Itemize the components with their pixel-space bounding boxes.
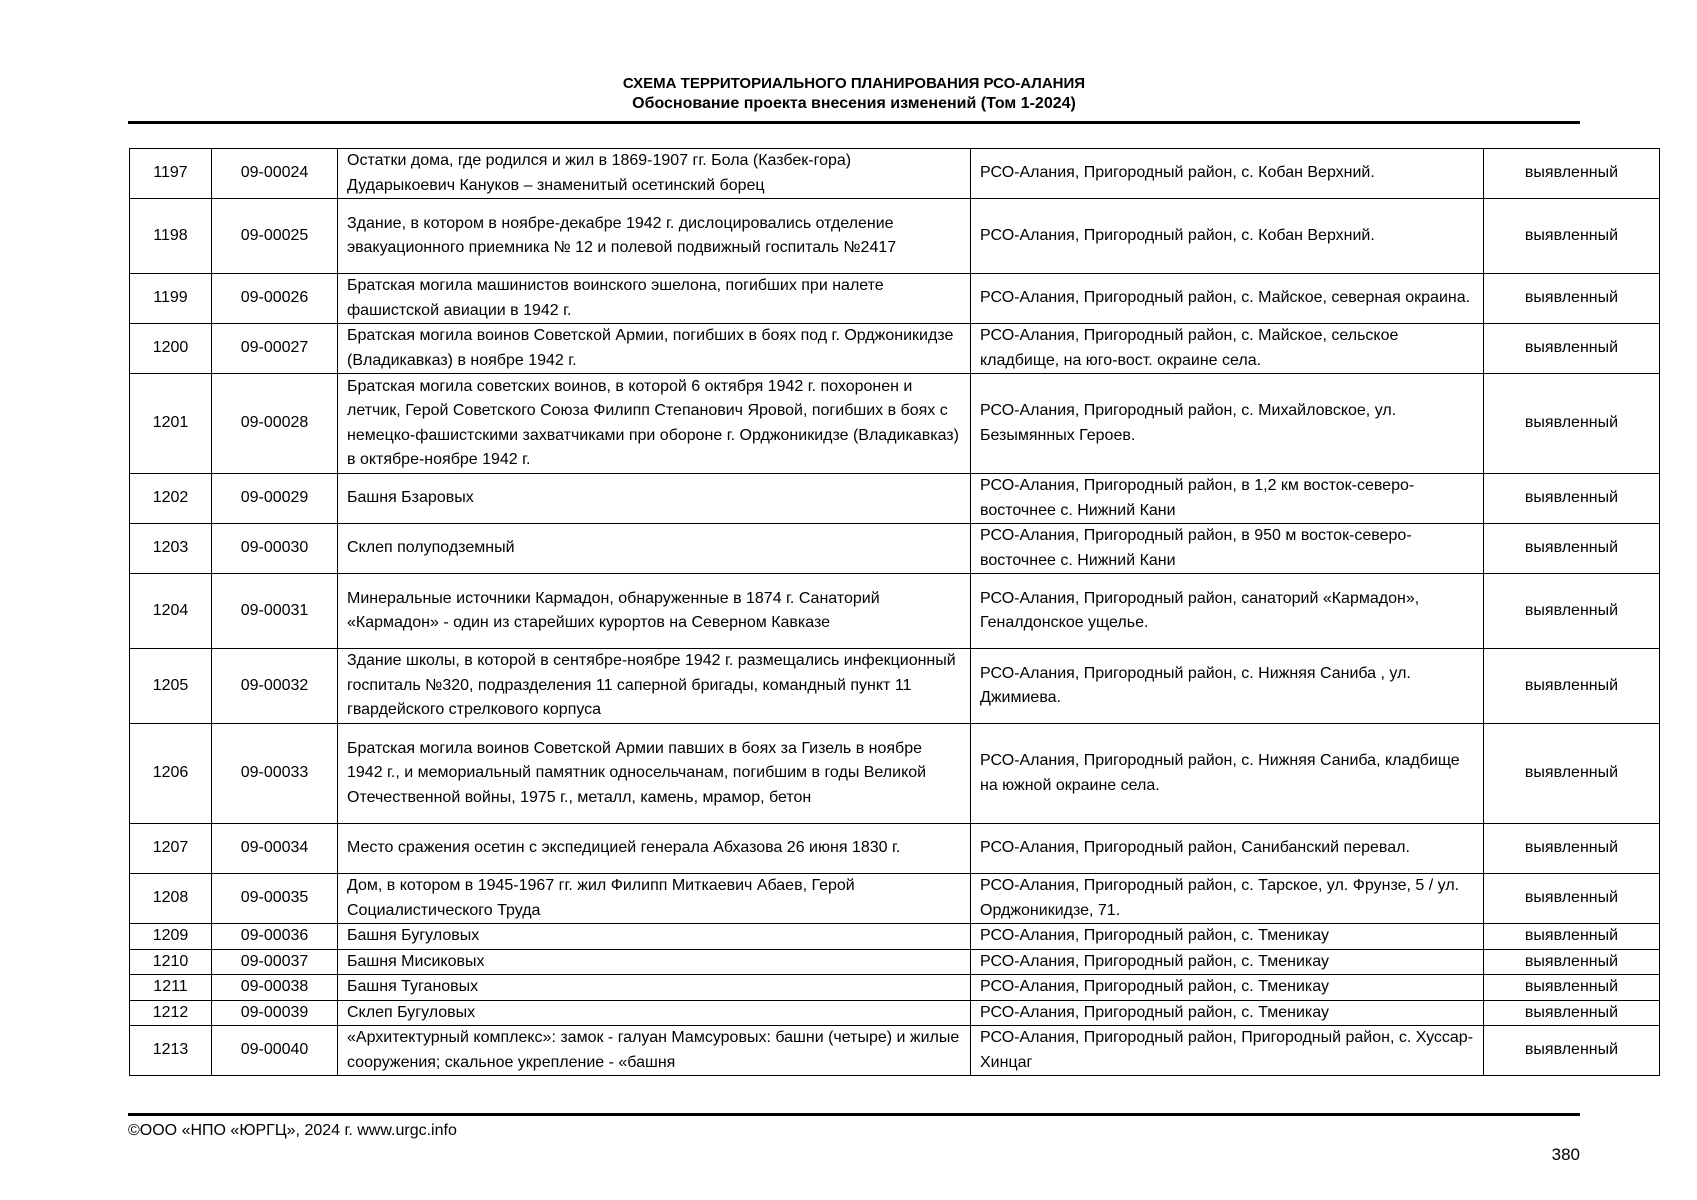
object-category: выявленный (1484, 1026, 1660, 1076)
object-description: Минеральные источники Кармадон, обнаруженные в 1874 г. Санаторий «Кармадон» - один из старейших курортов на Северном Кавказе (338, 574, 971, 649)
object-description: Склеп полуподземный (338, 524, 971, 574)
registry-code: 09-00038 (212, 975, 338, 1001)
registry-code: 09-00028 (212, 374, 338, 474)
table-row (130, 975, 1660, 1001)
object-category: выявленный (1484, 649, 1660, 724)
table-row (130, 474, 1660, 524)
object-address: РСО-Алания, Пригородный район, с. Михайловское, ул. Безымянных Героев. (971, 374, 1484, 474)
object-description: Дом, в котором в 1945-1967 гг. жил Филипп Миткаевич Абаев, Герой Социалистического Труда (338, 874, 971, 924)
object-description: Башня Бугуловых (338, 924, 971, 950)
object-description: Башня Бзаровых (338, 474, 971, 524)
object-address: РСО-Алания, Пригородный район, с. Майское, сельское кладбище, на юго-вост. окраине села. (971, 324, 1484, 374)
registry-code: 09-00031 (212, 574, 338, 649)
object-address: РСО-Алания, Пригородный район, санаторий «Кармадон», Геналдонское ущелье. (971, 574, 1484, 649)
row-number: 1203 (130, 524, 212, 574)
row-number: 1208 (130, 874, 212, 924)
object-category: выявленный (1484, 824, 1660, 874)
document-title: СХЕМА ТЕРРИТОРИАЛЬНОГО ПЛАНИРОВАНИЯ РСО-АЛАНИЯ (622, 75, 1086, 92)
object-address-cell (971, 1026, 1484, 1076)
object-category: выявленный (1484, 874, 1660, 924)
registry-code: 09-00033 (212, 724, 338, 824)
table-row (130, 199, 1660, 274)
table-row (130, 324, 1660, 374)
registry-code: 09-00029 (212, 474, 338, 524)
row-number: 1206 (130, 724, 212, 824)
row-number: 1210 (130, 949, 212, 975)
object-address: РСО-Алания, Пригородный район, Санибанский перевал. (971, 824, 1484, 874)
object-address: РСО-Алания, Пригородный район, Пригородный район, с. Хуссар-Хинцаг (980, 1029, 1474, 1071)
row-number: 1213 (130, 1026, 212, 1076)
row-number: 1197 (130, 149, 212, 199)
object-category: выявленный (1484, 724, 1660, 824)
object-category: выявленный (1484, 374, 1660, 474)
object-address: РСО-Алания, Пригородный район, в 950 м восток-северо-восточнее с. Нижний Кани (971, 524, 1484, 574)
registry-code: 09-00025 (212, 199, 338, 274)
row-number: 1200 (130, 324, 212, 374)
table-row (130, 949, 1660, 975)
row-number: 1207 (130, 824, 212, 874)
table-row (130, 1000, 1660, 1026)
heritage-register-table (129, 148, 1660, 1076)
registry-code: 09-00026 (212, 274, 338, 324)
object-category: выявленный (1484, 274, 1660, 324)
object-description: Здание школы, в которой в сентябре-ноябре 1942 г. размещались инфекционный госпиталь №320, подразделения 11 саперной бригады, командный пункт 11 гвардейского стрелкового корпуса (338, 649, 971, 724)
object-address: РСО-Алания, Пригородный район, с. Тарское, ул. Фрунзе, 5 / ул. Орджоникидзе, 71. (971, 874, 1484, 924)
object-category: выявленный (1484, 199, 1660, 274)
page-number: 380 (1551, 1145, 1580, 1164)
document-header (128, 74, 1580, 114)
object-category: выявленный (1484, 474, 1660, 524)
registry-code: 09-00039 (212, 1000, 338, 1026)
object-address: РСО-Алания, Пригородный район, с. Майское, северная окраина. (971, 274, 1484, 324)
object-address: РСО-Алания, Пригородный район, с. Нижняя Саниба , ул. Джимиева. (971, 649, 1484, 724)
object-address: РСО-Алания, Пригородный район, с. Тменикау (971, 949, 1484, 975)
object-address: РСО-Алания, Пригородный район, с. Нижняя Саниба, кладбище на южной окраине села. (971, 724, 1484, 824)
object-description: Братская могила машинистов воинского эшелона, погибших при налете фашистской авиации в 1942 г. (338, 274, 971, 324)
footer-rule (128, 1113, 1580, 1116)
object-address: РСО-Алания, Пригородный район, с. Тменикау (971, 1000, 1484, 1026)
object-category: выявленный (1484, 524, 1660, 574)
object-description: Братская могила советских воинов, в которой 6 октября 1942 г. похоронен и летчик, Герой Советского Союза Филипп Степанович Яровой, погибших в боях с немецко-фашистскими захватчиками при обороне г. Орджоникидзе (Владикавказ) в октябре-ноябре 1942 г. (338, 374, 971, 474)
registry-code: 09-00024 (212, 149, 338, 199)
object-category: выявленный (1484, 149, 1660, 199)
table-row (130, 649, 1660, 724)
registry-code: 09-00035 (212, 874, 338, 924)
object-address: РСО-Алания, Пригородный район, с. Тменикау (971, 975, 1484, 1001)
table-row (130, 924, 1660, 950)
row-number: 1202 (130, 474, 212, 524)
row-number: 1204 (130, 574, 212, 649)
registry-code: 09-00034 (212, 824, 338, 874)
registry-code: 09-00027 (212, 324, 338, 374)
object-category: выявленный (1484, 324, 1660, 374)
registry-code: 09-00030 (212, 524, 338, 574)
row-number: 1201 (130, 374, 212, 474)
footer-copyright: ©ООО «НПО «ЮРГЦ», 2024 г. www.urgc.info (128, 1122, 457, 1139)
object-description-cell (338, 1026, 971, 1076)
registry-code: 09-00032 (212, 649, 338, 724)
registry-code: 09-00037 (212, 949, 338, 975)
table-row (130, 374, 1660, 474)
registry-code: 09-00036 (212, 924, 338, 950)
row-number: 1198 (130, 199, 212, 274)
object-description: Остатки дома, где родился и жил в 1869-1907 гг. Бола (Казбек-гора) Дударыкоевич Кануков – знаменитый осетинский борец (338, 149, 971, 199)
header-rule (128, 121, 1580, 124)
object-description: Место сражения осетин с экспедицией генерала Абхазова 26 июня 1830 г. (338, 824, 971, 874)
row-number: 1205 (130, 649, 212, 724)
object-address: РСО-Алания, Пригородный район, с. Кобан Верхний. (971, 149, 1484, 199)
table-row (130, 724, 1660, 824)
row-number: 1211 (130, 975, 212, 1001)
object-description: Башня Тугановых (338, 975, 971, 1001)
object-description: Башня Мисиковых (338, 949, 971, 975)
object-address: РСО-Алания, Пригородный район, с. Тменикау (971, 924, 1484, 950)
table-row (130, 874, 1660, 924)
row-number: 1199 (130, 274, 212, 324)
object-description: Братская могила воинов Советской Армии, погибших в боях под г. Орджоникидзе (Владикавказ) в ноябре 1942 г. (338, 324, 971, 374)
table-row (130, 274, 1660, 324)
table-row (130, 524, 1660, 574)
object-description: Склеп Бугуловых (338, 1000, 971, 1026)
table-row (130, 1026, 1660, 1076)
object-description: Здание, в котором в ноябре-декабре 1942 г. дислоцировались отделение эвакуационного приемника № 12 и полевой подвижный госпиталь №2417 (338, 199, 971, 274)
object-category: выявленный (1484, 574, 1660, 649)
object-description: «Архитектурный комплекс»: замок - галуан Мамсуровых: башни (четыре) и жилые сооружения; скальное укрепление - «башня (347, 1029, 960, 1071)
object-category: выявленный (1484, 1000, 1660, 1026)
object-category: выявленный (1484, 949, 1660, 975)
object-description: Братская могила воинов Советской Армии павших в боях за Гизель в ноябре 1942 г., и мемориальный памятник односельчанам, погибшим в годы Великой Отечественной войны, 1975 г., металл, камень, мрамор, бетон (338, 724, 971, 824)
object-category: выявленный (1484, 924, 1660, 950)
object-address: РСО-Алания, Пригородный район, в 1,2 км восток-северо-восточнее с. Нижний Кани (971, 474, 1484, 524)
table-row (130, 149, 1660, 199)
object-category: выявленный (1484, 975, 1660, 1001)
row-number: 1209 (130, 924, 212, 950)
registry-code: 09-00040 (212, 1026, 338, 1076)
document-subtitle: Обоснование проекта внесения изменений (Том 1-2024) (632, 95, 1076, 112)
row-number: 1212 (130, 1000, 212, 1026)
table-row (130, 574, 1660, 649)
object-address: РСО-Алания, Пригородный район, с. Кобан Верхний. (971, 199, 1484, 274)
table-row (130, 824, 1660, 874)
